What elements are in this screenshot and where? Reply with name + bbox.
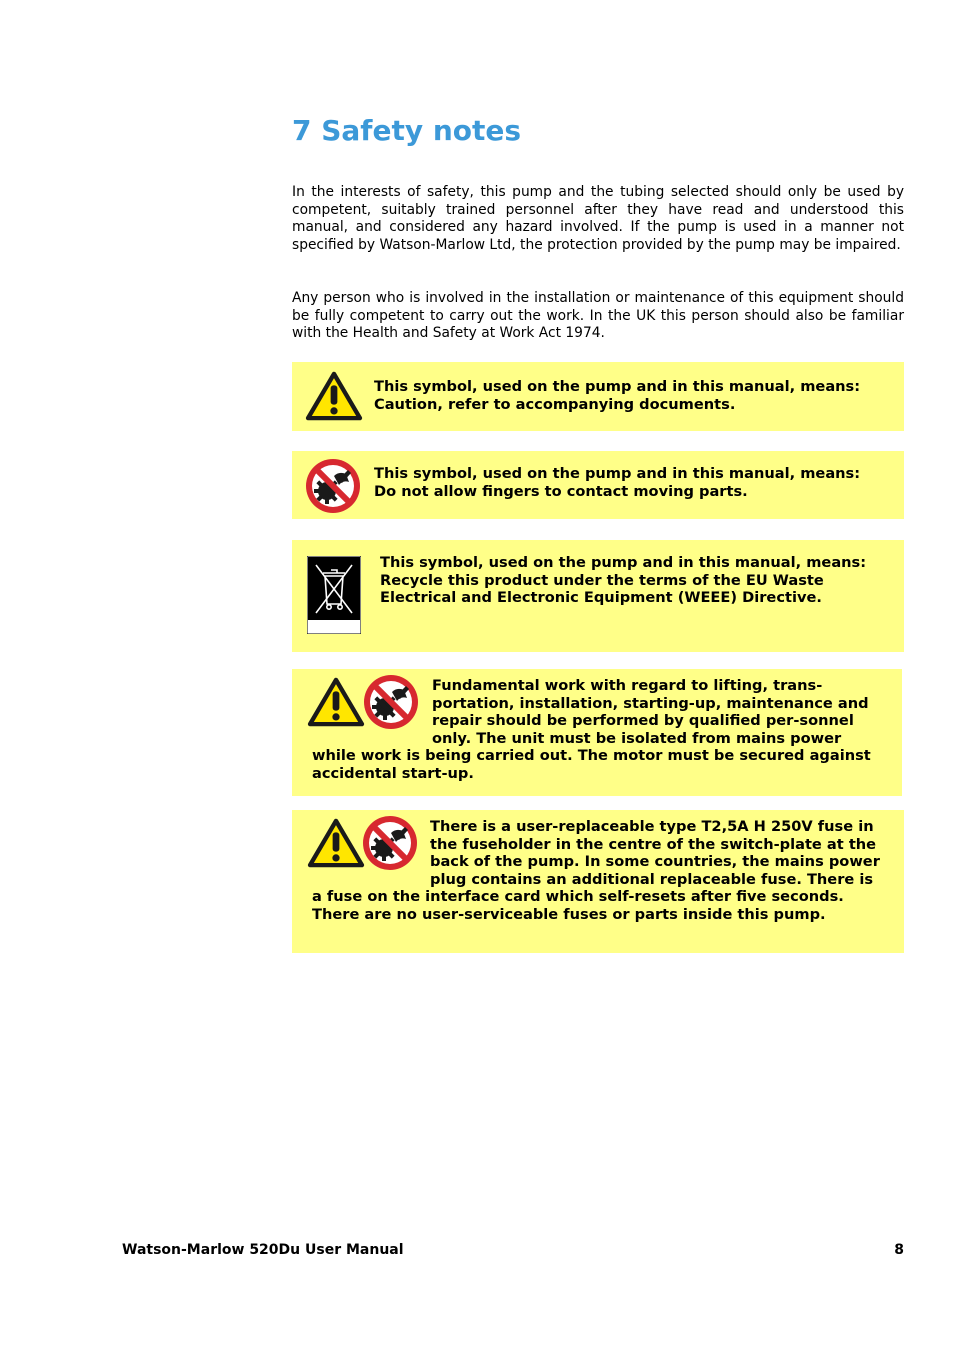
fuse-notice-text: There is a user-replaceable type T2,5A H 250V fuse in the fuseholder in the centre of the switch-plate at the back of the pump. In some countries, the mains power plug contains an additional replaceable fuse. There is a fuse on the interface card which self-resets after five seconds. There are no user-serviceable fuses or parts inside this pump. <box>312 818 880 923</box>
weee-notice-text: This symbol, used on the pump and in this manual, means: Recycle this product under the terms of the EU Waste Electrical and Electronic Equipment (WEEE) Directive. <box>380 554 867 607</box>
footer-page-number: 8 <box>894 1242 904 1258</box>
no-fingers-moving-parts-icon <box>305 458 361 514</box>
qualified-personnel-notice-text: Fundamental work with regard to lifting, trans-portation, installation, starting-up, maintenance and repair should be performed by qualified per-sonnel only. The unit must be isolated from mains power while work is being carried out. The motor must be secured against accidental start-up. <box>312 677 871 782</box>
competence-paragraph: Any person who is involved in the installation or maintenance of this equipment should be fully competent to carry out the work. In the UK this person should also be familiar with the Health and Safety at Work Act 1974. <box>292 290 904 342</box>
page-title: 7 Safety notes <box>292 114 522 147</box>
caution-notice <box>292 362 904 431</box>
footer-manual-title: Watson-Marlow 520Du User Manual <box>122 1242 404 1258</box>
weee-notice <box>292 540 904 652</box>
moving-parts-notice-text: This symbol, used on the pump and in this manual, means: Do not allow fingers to contact moving parts. <box>374 465 861 500</box>
qualified-personnel-notice <box>292 669 902 796</box>
fuse-notice <box>292 810 904 953</box>
caution-notice-text: This symbol, used on the pump and in this manual, means: Caution, refer to accompanying documents. <box>374 378 861 413</box>
crossed-out-wheelie-bin-icon <box>307 556 361 634</box>
warning-triangle-icon <box>305 371 363 421</box>
intro-paragraph: In the interests of safety, this pump and the tubing selected should only be used by competent, suitably trained personnel after they have read and understood this manual, and considered any hazard involved. If the pump is used in a manner not specified by Watson-Marlow Ltd, the protection provided by the pump may be impaired. <box>292 184 904 253</box>
moving-parts-notice <box>292 451 904 519</box>
